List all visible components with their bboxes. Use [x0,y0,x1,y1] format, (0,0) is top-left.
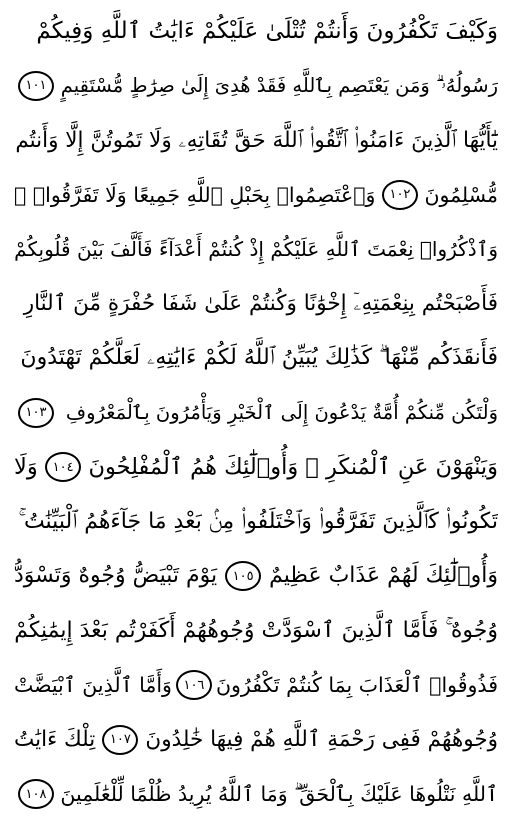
verse-number-marker: ١٠٤ [45,452,81,482]
verse-text: وَٱعْتَصِمُوا۟ بِحَبْلِ ٱللَّهِ جَمِيعًا وَلَا تَفَرَّقُوا۟ ۚ [14,182,376,207]
verse-text: وَأُو۟لَٰٓئِكَ لَهُمْ عَذَابٌ عَظِيمٌ [269,563,498,589]
verse-text: وَيَنْهَوْنَ عَنِ ٱلْمُنكَرِ ۚ وَأُو۟لَٰٓئِكَ هُمُ ٱلْمُفْلِحُونَ [88,454,498,480]
verse-text: رَسُولُهُۥ ۗ وَمَن يَعْتَصِم بِٱللَّهِ فَقَدْ هُدِىَ إِلَىٰ صِرَٰطٍ مُّسْتَقِيمٍ [60,74,498,97]
verse-text: فَذُوقُوا۟ ٱلْعَذَابَ بِمَا كُنتُمْ تَكْفُرُونَ [215,673,498,697]
verse-text: يَٰٓأَيُّهَا ٱلَّذِينَ ءَامَنُوا۟ ٱتَّقُوا۟ ٱللَّهَ حَقَّ تُقَاتِهِۦ وَلَا تَمُوتُنَّ إِلَّا وَأَنتُم [15,127,498,153]
text-line-12 [14,604,498,659]
verse-text: وَٱذْكُرُوا۟ نِعْمَتَ ٱللَّهِ عَلَيْكُمْ إِذْ كُنتُمْ أَعْدَآءً فَأَلَّفَ بَيْنَ قُلُوبِكُمْ [14,237,498,262]
verse-text: فَأَنقَذَكُم مِّنْهَا ۗ كَذَٰلِكَ يُبَيِّنُ ٱللَّهُ لَكُمْ ءَايَٰتِهِۦ لَعَلَّكُمْ تَهْتَدُونَ [20,345,498,371]
verse-text: تِلْكَ ءَايَٰتُ [14,727,96,752]
text-line-14 [14,713,498,768]
verse-number-marker: ١٠١ [18,71,54,101]
verse-text: وَأَمَّا ٱلَّذِينَ ٱبْيَضَّتْ [14,673,172,697]
verse-text: فَأَصْبَحْتُم بِنِعْمَتِهِۦٓ إِخْوَٰنًا وَكُنتُمْ عَلَىٰ شَفَا حُفْرَةٍ مِّنَ ٱلنَّارِ [23,291,498,316]
verse-number-marker: ١٠٦ [176,670,212,700]
verse-text: وَلْتَكُن مِّنكُمْ أُمَّةٌ يَدْعُونَ إِلَى ٱلْخَيْرِ وَيَأْمُرُونَ بِٱلْمَعْرُوفِ [65,401,498,424]
text-line-7 [14,331,498,386]
text-line-6 [14,277,498,332]
text-line-3 [14,113,498,168]
verse-text: مُّسْلِمُونَ [424,182,498,207]
verse-text: وَلَا [14,454,38,480]
text-line-15 [14,767,498,822]
verse-number-marker: ١٠٧ [102,725,138,755]
verse-number-marker: ١٠٢ [382,180,418,210]
verse-number-marker: ١٠٥ [225,561,261,591]
text-line-8 [14,386,498,441]
text-line-1 [14,4,498,59]
text-line-9 [14,440,498,495]
verse-number-marker: ١٠٨ [18,779,54,809]
text-line-5 [14,222,498,277]
text-line-4 [14,168,498,223]
verse-text: وُجُوهٌ ۚ فَأَمَّا ٱلَّذِينَ ٱسْوَدَّتْ وُجُوهُهُمْ أَكَفَرْتُم بَعْدَ إِيمَٰنِكُمْ [14,617,498,643]
verse-text: ٱللَّهِ نَتْلُوهَا عَلَيْكَ بِٱلْحَقِّ ۗ وَمَا ٱللَّهُ يُرِيدُ ظُلْمًا لِّلْعَٰلَمِينَ [60,782,498,806]
text-line-11 [14,549,498,604]
verse-text: وُجُوهُهُمْ فَفِى رَحْمَةِ ٱللَّهِ هُمْ فِيهَا خَٰلِدُونَ [145,727,498,752]
text-line-2 [14,59,498,114]
text-line-13 [14,658,498,713]
verse-text: وَكَيْفَ تَكْفُرُونَ وَأَنتُمْ تُتْلَىٰ عَلَيْكُمْ ءَايَٰتُ ٱللَّهِ وَفِيكُمْ [36,17,498,44]
verse-text: تَكُونُوا۟ كَٱلَّذِينَ تَفَرَّقُوا۟ وَٱخْتَلَفُوا۟ مِنۢ بَعْدِ مَا جَآءَهُمُ ٱلْبَيِّنَٰتُ ۚ [18,508,498,534]
verse-text: يَوْمَ تَبْيَضُّ وُجُوهٌ وَتَسْوَدُّ [14,563,218,589]
text-line-10 [14,495,498,550]
verse-number-marker: ١٠٣ [18,398,54,428]
